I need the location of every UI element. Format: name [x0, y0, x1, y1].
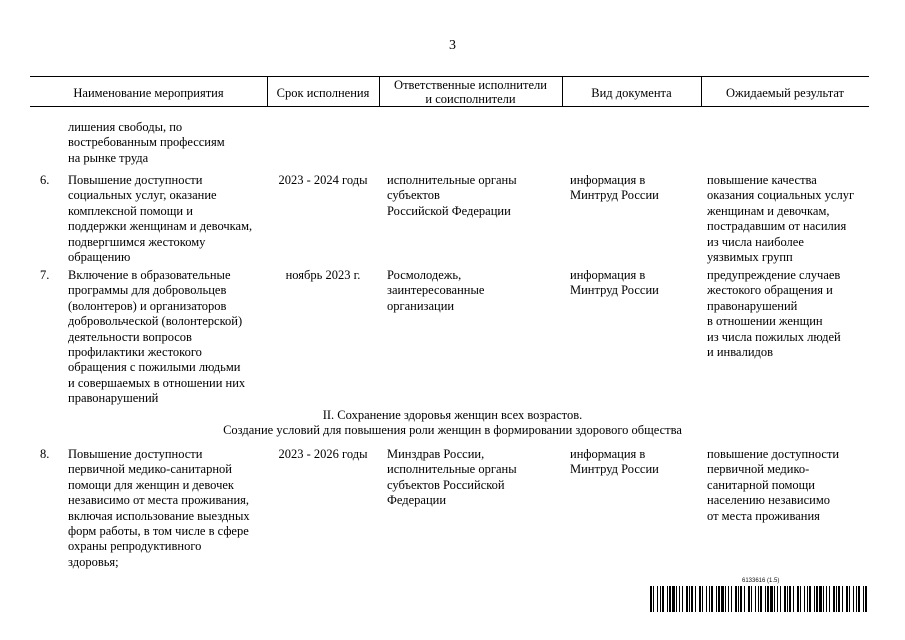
row-result: предупреждение случаев жестокого обращения и правонарушений в отношении женщин из числа пожилых людей и инвалидов — [707, 268, 841, 360]
row-term: 2023 - 2026 годы — [278, 447, 368, 461]
section-heading-line-2: Создание условий для повышения роли женщин в формировании здорового общества — [223, 423, 682, 437]
row-document: информация в Минтруд России — [570, 447, 659, 477]
row-executors: исполнительные органы субъектов Российской Федерации — [387, 173, 517, 218]
barcode-image — [650, 586, 868, 612]
row-number: 6. — [40, 173, 50, 187]
row-number: 7. — [40, 268, 50, 282]
column-header-term: Срок исполнения — [276, 86, 370, 100]
column-header-document: Вид документа — [591, 86, 672, 100]
column-header-name: Наименование мероприятия — [73, 86, 224, 100]
row-name: Включение в образовательные программы для добровольцев (волонтеров) и организаторов добровольческой (волонтерской) деятельности вопросов профилактики жестокого обращения с пожилыми людьми и совершаемых в отношении них правонарушений — [68, 268, 246, 406]
row-term: ноябрь 2023 г. — [285, 268, 361, 282]
table-header-bottom-rule — [30, 106, 869, 107]
row-executors: Росмолодежь, заинтересованные организации — [387, 268, 485, 313]
row-result: повышение доступности первичной медико- санитарной помощи населению независимо от места проживания — [707, 447, 840, 523]
barcode-number: 6133616 (1.5) — [742, 578, 780, 584]
column-header-result: Ожидаемый результат — [725, 86, 845, 100]
section-heading-line-1: II. Сохранение здоровья женщин всех возрастов. — [322, 408, 583, 422]
continuation-text: лишения свободы, по востребованным профессиям на рынке труда — [68, 120, 225, 165]
row-document: информация в Минтруд России — [570, 268, 659, 298]
row-term: 2023 - 2024 годы — [278, 173, 368, 187]
row-executors: Минздрав России, исполнительные органы субъектов Российской Федерации — [387, 447, 517, 508]
table-top-rule — [30, 76, 869, 77]
column-header-executors: Ответственные исполнители и соисполнители — [394, 78, 547, 106]
row-number: 8. — [40, 447, 50, 461]
row-result: повышение качества оказания социальных услуг женщинам и девочкам, пострадавшим от насилия из числа наиболее уязвимых групп — [707, 173, 855, 265]
row-document: информация в Минтруд России — [570, 173, 659, 203]
row-name: Повышение доступности социальных услуг, оказание комплексной помощи и поддержки женщинам и девочкам, подвергшимся жестокому обращению — [68, 173, 253, 265]
row-name: Повышение доступности первичной медико-санитарной помощи для женщин и девочек независимо от места проживания, включая использование выездных форм работы, в том числе в сфере охраны репродуктивного здоровья; — [68, 447, 250, 569]
page-number: 3 — [449, 38, 456, 53]
